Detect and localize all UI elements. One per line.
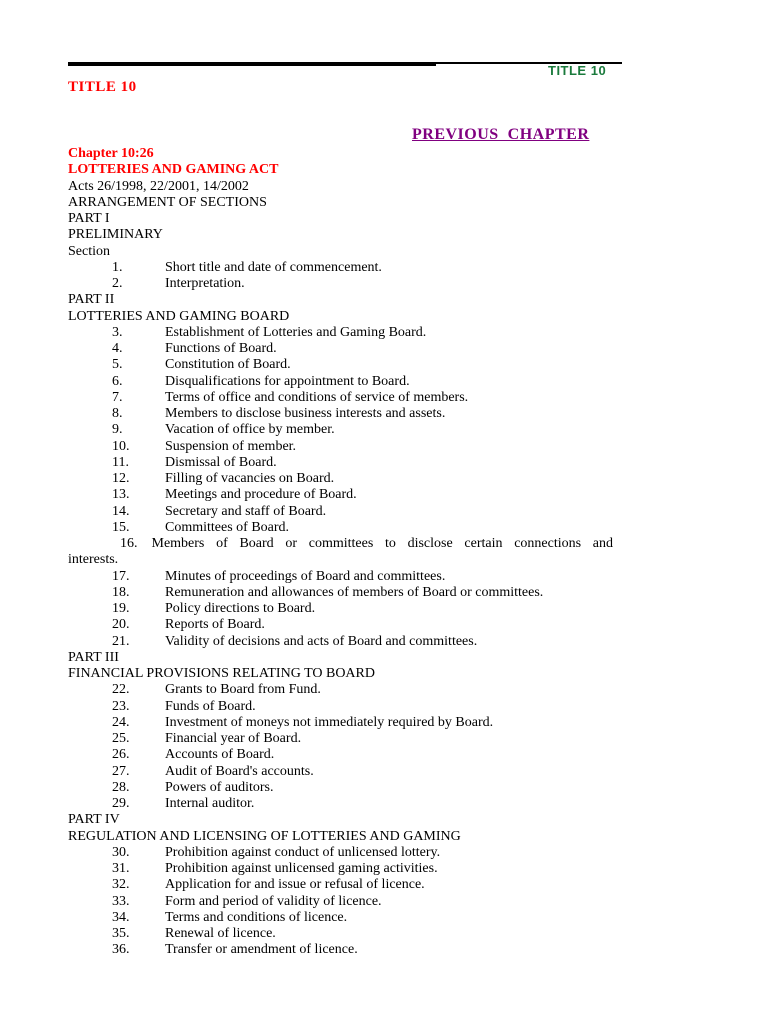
section-title: Investment of moneys not immediately required by Board.: [165, 714, 494, 730]
section-title: Establishment of Lotteries and Gaming Board.: [165, 324, 427, 340]
section-title: Validity of decisions and acts of Board and committees.: [165, 633, 478, 649]
section-title: Constitution of Board.: [165, 357, 291, 373]
section-title: Powers of auditors.: [165, 779, 274, 795]
section-number: 36.: [112, 942, 130, 958]
section-title: Prohibition against conduct of unlicensed lottery.: [165, 844, 441, 860]
section-title: Members of Board or committees to disclose certain connections and: [151, 536, 613, 551]
section-number: 22.: [112, 682, 130, 698]
toc-item: [68, 422, 613, 438]
section-title: Minutes of proceedings of Board and committees.: [165, 568, 446, 584]
section-title: Reports of Board.: [165, 617, 265, 633]
section-title: Transfer or amendment of licence.: [165, 942, 358, 958]
section-title: Terms and conditions of licence.: [165, 909, 348, 925]
toc-item: [68, 406, 613, 422]
toc-item: [68, 861, 613, 877]
section-title: Application for and issue or refusal of licence.: [165, 877, 425, 893]
section-number: 31.: [112, 861, 130, 876]
section-number: 10.: [112, 438, 130, 454]
section-number: 7.: [112, 389, 123, 405]
toc-item: [68, 569, 613, 585]
section-number: 32.: [112, 877, 130, 893]
section-title: Short title and date of commencement.: [165, 259, 382, 275]
toc-item: [68, 877, 613, 893]
toc-item: [68, 439, 613, 455]
section-number: 14.: [112, 503, 130, 519]
section-title: Committees of Board.: [165, 519, 290, 535]
arrangement-heading: ARRANGEMENT OF SECTIONS: [68, 194, 267, 210]
section-number: 16.: [120, 536, 138, 551]
section-number: 23.: [112, 698, 130, 714]
section-number: 33.: [112, 893, 130, 909]
toc-item: [68, 260, 613, 276]
section-number: 18.: [112, 584, 130, 600]
section-number: 6.: [112, 373, 123, 389]
corner-title: TITLE 10: [548, 63, 607, 78]
toc-item: [68, 390, 613, 406]
section-number: 12.: [112, 471, 130, 486]
section-title: Accounts of Board.: [165, 747, 275, 763]
previous-chapter-link[interactable]: PREVIOUS CHAPTER: [412, 126, 590, 143]
section-number: 20.: [112, 617, 130, 633]
section-title: Filling of vacancies on Board.: [165, 471, 335, 486]
toc-item: [68, 520, 613, 536]
toc-item: [68, 731, 613, 747]
section-label: Section: [68, 243, 110, 259]
toc-item: [68, 357, 613, 373]
toc-item: [68, 585, 613, 601]
toc-item: [68, 536, 613, 552]
toc-item: [68, 942, 613, 958]
toc-item: [68, 634, 613, 650]
part-subheading: LOTTERIES AND GAMING BOARD: [68, 308, 290, 324]
part-heading: PART I: [68, 211, 110, 226]
toc-item: [68, 374, 613, 390]
page-title: TITLE 10: [68, 79, 137, 95]
chapter-number: Chapter 10:26: [68, 146, 154, 161]
act-title: LOTTERIES AND GAMING ACT: [68, 162, 279, 178]
section-number: 2.: [112, 276, 123, 291]
section-title: Grants to Board from Fund.: [165, 682, 321, 698]
part-subheading: FINANCIAL PROVISIONS RELATING TO BOARD: [68, 666, 375, 681]
section-number: 8.: [112, 406, 123, 421]
toc-item: [68, 747, 613, 763]
section-title: Vacation of office by member.: [165, 422, 335, 438]
section-title: Financial year of Board.: [165, 731, 302, 746]
toc-list: [68, 211, 613, 959]
section-number: 34.: [112, 909, 130, 925]
toc-item: [68, 455, 613, 471]
section-title: Form and period of validity of licence.: [165, 893, 382, 909]
section-title: Functions of Board.: [165, 341, 277, 356]
section-title: Funds of Board.: [165, 698, 256, 714]
header-rule-thick: [68, 62, 436, 66]
section-number: 17.: [112, 568, 130, 584]
toc-item: [68, 796, 613, 812]
toc-item: [68, 471, 613, 487]
section-title: Remuneration and allowances of members of Board or committees.: [165, 584, 544, 600]
section-number: 19.: [112, 601, 130, 616]
part-heading: PART III: [68, 649, 119, 665]
section-number: 11.: [112, 454, 129, 470]
item-continuation: interests.: [68, 552, 119, 568]
section-number: 13.: [112, 487, 130, 503]
section-number: 1.: [112, 259, 123, 275]
section-title: Renewal of licence.: [165, 926, 276, 941]
part-heading: PART IV: [68, 812, 120, 828]
toc-item: [68, 682, 613, 698]
section-title: Suspension of member.: [165, 438, 297, 454]
section-number: 21.: [112, 633, 130, 649]
toc-item: [68, 699, 613, 715]
section-title: Secretary and staff of Board.: [165, 503, 327, 519]
section-number: 15.: [112, 519, 130, 535]
section-title: Members to disclose business interests and assets.: [165, 406, 446, 421]
toc-item: [68, 910, 613, 926]
section-title: Meetings and procedure of Board.: [165, 487, 357, 503]
section-title: Audit of Board's accounts.: [165, 763, 314, 779]
section-title: Disqualifications for appointment to Board.: [165, 373, 410, 389]
section-number: 25.: [112, 731, 130, 746]
document-body: [68, 146, 613, 959]
part-subheading: REGULATION AND LICENSING OF LOTTERIES AND GAMING: [68, 828, 461, 844]
section-number: 26.: [112, 747, 130, 763]
section-number: 5.: [112, 357, 123, 373]
toc-item: [68, 276, 613, 292]
section-title: Interpretation.: [165, 276, 245, 291]
section-title: Policy directions to Board.: [165, 601, 316, 616]
acts-line: Acts 26/1998, 22/2001, 14/2002: [68, 178, 249, 194]
section-title: Prohibition against unlicensed gaming activities.: [165, 861, 438, 876]
section-number: 9.: [112, 422, 123, 438]
toc-item: [68, 780, 613, 796]
part-heading: PART II: [68, 292, 115, 308]
section-number: 27.: [112, 763, 130, 779]
toc-item: [68, 715, 613, 731]
toc-item: [68, 487, 613, 503]
section-title: Internal auditor.: [165, 796, 255, 811]
toc-item: [68, 845, 613, 861]
section-number: 28.: [112, 779, 130, 795]
section-title: Terms of office and conditions of service of members.: [165, 389, 469, 405]
toc-item: [68, 504, 613, 520]
section-number: 29.: [112, 796, 130, 811]
section-title: Dismissal of Board.: [165, 454, 277, 470]
section-number: 30.: [112, 844, 130, 860]
part-subheading: PRELIMINARY: [68, 227, 163, 243]
toc-item: [68, 617, 613, 633]
section-number: 4.: [112, 341, 123, 356]
section-number: 35.: [112, 926, 130, 941]
toc-item: [68, 325, 613, 341]
section-number: 3.: [112, 324, 123, 340]
toc-item: [68, 894, 613, 910]
toc-item: [68, 926, 613, 942]
toc-item: [68, 601, 613, 617]
toc-item: [68, 341, 613, 357]
section-number: 24.: [112, 714, 130, 730]
toc-item: [68, 764, 613, 780]
